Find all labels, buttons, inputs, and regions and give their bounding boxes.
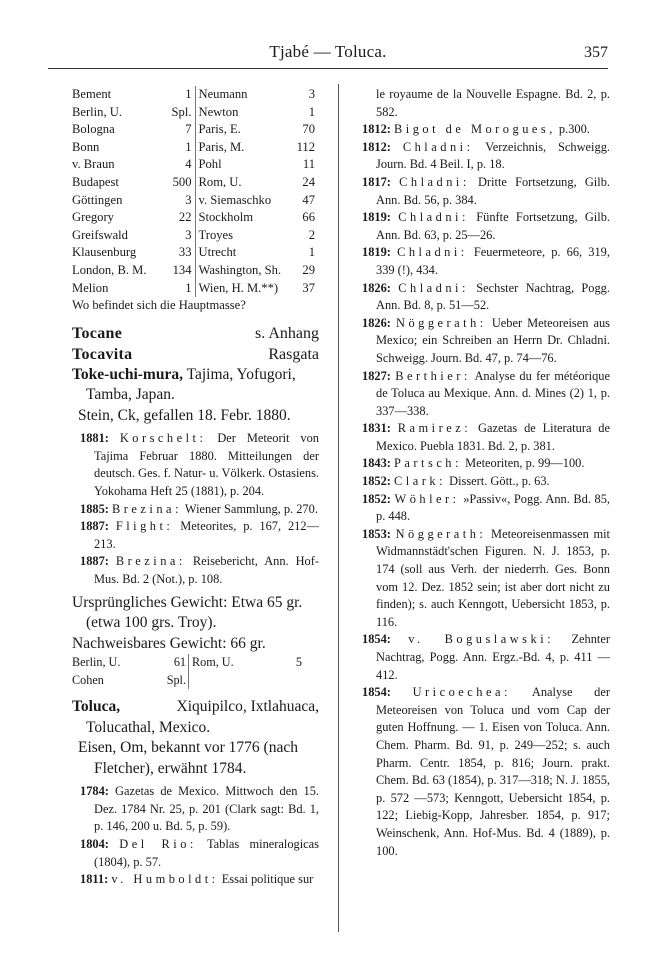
reference-entry [362, 420, 610, 455]
reference-author: Uricoechea: [412, 685, 511, 700]
holding-row [72, 104, 192, 122]
holding-amount: 1 [185, 139, 192, 154]
reference-year: 1804: [80, 837, 109, 852]
reference-entry [362, 631, 610, 684]
reference-text: Dritte Fortsetzung, Gilb. Ann. Bd. 56, p. 384. [376, 174, 610, 207]
holding-row [72, 244, 192, 262]
holding-amount: 4 [185, 157, 192, 172]
entry-toluca [72, 697, 319, 779]
holding-amount: 33 [178, 245, 192, 260]
reference-entry [362, 315, 610, 368]
reference-text: Gazetas de Mexico. Mittwoch den 15. Dez. 1784 Nr. 25, p. 201 (Clark sagt: Bd. 1, p. 146, 200 u. Bd. 5, p. 59). [94, 784, 319, 834]
reference-author: Wöhler: [394, 491, 460, 506]
reference-entry [362, 121, 610, 139]
entry-location: Tajima, Yofugori, [186, 365, 296, 383]
holding-row [72, 672, 186, 690]
holding-amount: 11 [302, 157, 315, 172]
reference-author: Flight: [115, 519, 174, 534]
reference-text: Essai politique sur [221, 872, 314, 887]
holding-row [199, 244, 316, 262]
reference-entry [362, 526, 610, 632]
holding-place: Newton [198, 104, 239, 119]
holding-place: Paris, M. [198, 139, 245, 154]
reference-year: 1887: [80, 519, 109, 534]
reference-author: Nöggerath: [396, 315, 487, 330]
reference-entry [362, 244, 610, 279]
entry-description: Fletcher), erwähnt 1784. [94, 759, 247, 777]
holding-place: Bonn [72, 139, 100, 154]
reference-year: 1881: [80, 431, 109, 446]
header-rule [48, 68, 608, 69]
holding-amount: 70 [302, 122, 315, 137]
reference-entry [72, 501, 319, 519]
holding-place: Neumann [198, 87, 248, 101]
holding-place: Wien, H. M.**) [198, 280, 279, 295]
cross-reference: Rasgata [268, 345, 319, 363]
holding-amount: 1 [308, 245, 315, 260]
reference-year: 1885: [80, 501, 109, 516]
toke-references [72, 430, 319, 588]
holding-row [199, 262, 316, 280]
reference-author: Bigot de Morogues, [394, 122, 556, 137]
holding-row [72, 262, 192, 280]
holding-place: Klausenburg [72, 245, 137, 260]
holding-place: Gregory [72, 210, 114, 225]
reference-text: Feuermeteore, p. 66, 319, 339 (!), 434. [376, 245, 610, 277]
reference-text: Meteoriten, p. 99—100. [465, 456, 585, 471]
holding-place: v. Braun [72, 157, 115, 172]
weight-original: Ursprüngliches Gewicht: Etwa 65 gr. [72, 593, 303, 611]
reference-author: Brezina: [112, 501, 183, 516]
reference-text: Gazetas de Literatura de Mexico. Puebla 1831. Bd. 2, p. 381. [376, 421, 610, 453]
reference-year: 1831: [362, 421, 391, 436]
running-title: Tjabé — Toluca. [269, 42, 387, 61]
entry-location: Tamba, Japan. [86, 386, 175, 404]
reference-text: Der Meteorit von Tajima Februar 1880. Mitteilungen der deutsch. Ges. f. Natur- u. Völkerk. Ostasiens. Yokohama Heft 25 (1881), p. 204. [94, 431, 319, 498]
holding-place: Stockholm [198, 210, 254, 225]
reference-text: Sechster Nachtrag, Pogg. Ann. Bd. 8, p. 51—52. [376, 280, 610, 313]
holding-amount: 47 [302, 192, 315, 207]
reference-text: Meteorites, p. 167, 212—213. [94, 519, 319, 551]
holding-amount: 1 [308, 104, 315, 119]
holding-amount: 112 [296, 139, 315, 154]
entry-location: Tolucathal, Mexico. [86, 718, 211, 736]
page-number: 357 [584, 44, 608, 61]
holding-amount: 29 [302, 262, 315, 277]
holding-amount: 1 [185, 87, 192, 101]
reference-text: Wiener Sammlung, p. 270. [184, 501, 318, 516]
reference-entry [362, 455, 610, 473]
reference-year: 1887: [80, 554, 109, 569]
reference-year: 1812: [362, 122, 391, 137]
toluca-references-continued [362, 121, 610, 860]
tjabe-holdings-table [72, 86, 319, 297]
running-header [48, 42, 608, 66]
entry-description: Eisen, Om, bekannt vor 1776 (nach [78, 739, 298, 757]
reference-year: 1819: [362, 210, 391, 225]
entry-name: Tocane [72, 324, 123, 342]
holding-amount: Spl. [166, 672, 186, 687]
reference-year: 1826: [362, 315, 391, 330]
holding-place: Troyes [198, 227, 234, 242]
holding-amount: 22 [178, 210, 192, 225]
reference-year: 1826: [362, 280, 391, 295]
holding-amount: 7 [185, 122, 192, 137]
holding-row [199, 121, 316, 139]
reference-author: Clark: [394, 474, 447, 489]
holding-amount: Spl. [171, 104, 192, 119]
holding-place: Rom, U. [192, 655, 234, 670]
reference-entry [362, 368, 610, 421]
reference-year: 1843: [362, 456, 391, 471]
reference-year: 1854: [362, 685, 391, 700]
holding-row [199, 139, 316, 157]
holding-amount: 2 [308, 227, 315, 242]
holding-amount: 500 [172, 174, 192, 189]
holding-row [72, 192, 192, 210]
holding-place: Berlin, U. [72, 655, 121, 670]
holding-amount: 3 [308, 87, 315, 101]
reference-entry [362, 139, 610, 174]
reference-entry [362, 473, 610, 491]
holding-amount: 1 [185, 280, 192, 295]
left-column [72, 86, 319, 889]
entry-name: Toke-uchi-mura, [72, 365, 183, 383]
holding-place: Washington, Sh. [198, 262, 282, 277]
reference-entry [72, 836, 319, 871]
reference-year: 1784: [80, 784, 109, 799]
reference-entry [362, 280, 610, 315]
reference-author: Chladni: [397, 245, 468, 260]
holding-place: Utrecht [198, 245, 237, 260]
holding-row [199, 104, 316, 122]
reference-text: »Passiv«, Pogg. Ann. Bd. 85, p. 448. [376, 491, 610, 524]
holdings-note: Wo befindet sich die Hauptmasse? [72, 298, 246, 313]
reference-text: p.300. [558, 122, 590, 137]
holding-place: Göttingen [72, 192, 123, 207]
holding-row [199, 227, 316, 245]
entry-name: Tocavita [72, 345, 133, 363]
holding-row [199, 86, 316, 104]
reference-text: Zehnter Nachtrag, Pogg. Ann. Ergz.-Bd. 4, p. 411 —412. [376, 632, 610, 682]
holding-row [192, 654, 302, 672]
toluca-references [72, 783, 319, 889]
reference-author: Nöggerath: [395, 526, 487, 541]
holding-row [72, 209, 192, 227]
holdings-right-column [189, 654, 306, 689]
reference-text: Ueber Meteoreisen aus Mexico; ein Schreiben an Herrn Dr. Chladni. Schweigg. Journ. Bd. 47, p. 74—76. [376, 315, 610, 365]
reference-author: v. Humboldt: [111, 872, 219, 887]
reference-author: Chladni: [399, 174, 470, 189]
holding-row [72, 139, 192, 157]
holding-place: Greifswald [72, 227, 128, 242]
reference-text: Reisebericht, Ann. Hof-Mus. Bd. 2 (Not.), p. 108. [94, 554, 319, 586]
holding-row [199, 174, 316, 192]
reference-author: Partsch: [394, 456, 462, 471]
weight-original-note: (etwa 100 grs. Troy). [86, 614, 217, 632]
entry-description: Stein, Ck, gefallen 18. Febr. 1880. [78, 406, 291, 424]
holding-row [72, 174, 192, 192]
reference-entry [362, 209, 610, 244]
weight-verified: Nachweisbares Gewicht: 66 gr. [72, 634, 266, 652]
reference-author: Chladni: [398, 280, 469, 295]
holding-place: Bologna [72, 122, 115, 137]
holding-place: Paris, E. [198, 122, 241, 137]
reference-year: 1817: [362, 174, 391, 189]
reference-year: 1852: [362, 491, 391, 506]
reference-entry [72, 518, 319, 553]
cross-reference: s. Anhang [255, 324, 319, 342]
holding-amount: 61 [173, 655, 186, 670]
holding-row [72, 156, 192, 174]
holding-place: Pohl [198, 157, 222, 172]
holding-amount: 24 [302, 174, 315, 189]
reference-year: 1812: [362, 139, 391, 154]
holding-place: Rom, U. [198, 174, 242, 189]
reference-author: Korschelt: [119, 431, 207, 446]
holding-place: Cohen [72, 672, 104, 687]
holding-row [72, 86, 192, 104]
reference-author: Chladni: [402, 139, 474, 154]
holdings-left-column [72, 654, 189, 689]
holding-row [199, 156, 316, 174]
reference-entry [72, 430, 319, 500]
reference-author: Del Rio: [119, 837, 197, 852]
reference-year: 1854: [362, 632, 391, 647]
reference-text: Fünfte Fortsetzung, Gilb. Ann. Bd. 63, p. 25—26. [376, 210, 610, 242]
reference-entry [362, 174, 610, 209]
reference-continuation: le royaume de la Nouvelle Espagne. Bd. 2, p. 582. [376, 87, 610, 119]
holdings-right-column [196, 86, 320, 297]
reference-year: 1819: [362, 245, 391, 260]
reference-entry [72, 783, 319, 836]
reference-author: v. Boguslawski: [408, 632, 555, 647]
holding-row [72, 227, 192, 245]
entry-tocane [72, 323, 319, 344]
reference-text: Tablas mineralogicas (1804), p. 57. [94, 837, 319, 869]
holding-amount: 3 [185, 227, 192, 242]
holding-place: Bement [72, 87, 112, 101]
reference-entry [72, 553, 319, 588]
holding-amount: 37 [302, 280, 315, 295]
right-column [362, 86, 610, 860]
holding-row [199, 192, 316, 210]
holding-row [72, 280, 192, 298]
entry-tocavita [72, 344, 319, 365]
entry-location: Xiquipilco, Ixtlahuaca, [176, 698, 319, 716]
reference-year: 1811: [80, 872, 109, 887]
reference-author: Brezina: [115, 554, 186, 569]
reference-author: Ramirez: [397, 421, 472, 436]
reference-entry [362, 684, 610, 860]
holding-row [199, 280, 316, 298]
entry-name: Toluca, [72, 698, 121, 716]
holding-place: Budapest [72, 174, 119, 189]
holding-place: London, B. M. [72, 262, 147, 277]
reference-entry [362, 491, 610, 526]
holdings-left-column [72, 86, 196, 297]
holding-row [72, 654, 186, 672]
reference-text: Meteoreisenmassen mit Widmannstädt'schen Figuren. N. J. 1853, p. 174 (soll aus Verh. der niederrh. Ges. Bonn vom 12. Dez. 1852 sein; ist aber dort nicht zu finden); s. auch Kenngott, Uebersicht 1853, p. 116. [376, 526, 610, 629]
reference-text: Analyse du fer météorique de Toluca au Mexique. Ann. d. Mines (2) 1, p. 337—338. [376, 368, 610, 418]
entry-toke-uchi-mura [72, 365, 319, 427]
holding-row [199, 209, 316, 227]
holding-amount: 5 [295, 655, 302, 670]
reference-text: Verzeichnis, Schweigg. Journ. Bd. 4 Beil. I, p. 18. [376, 139, 610, 172]
reference-author: Chladni: [398, 210, 469, 225]
reference-text: Analyse der Meteoreisen von Toluca und vom Cap der guten Hoffnung. — 1. Eisen von Toluca. Ann. Chem. Pharm. Bd. 91, p. 249—252; s. auch Pharm. Centr. 1854, p. 816; Journ. prakt. Chem. Bd. 63 (1854), p. 317—318; N. J. 1855, p. 572 —573; Kenngott, Uebersicht 1854, p. 122; Liebig-Kopp, Jahresber. 1854, p. 917; Weinschenk, Ann. Hof-Mus. Bd. 4 (1889), p. 100. [376, 685, 610, 858]
column-divider [338, 84, 339, 932]
reference-year: 1827: [362, 368, 391, 383]
reference-year: 1852: [362, 474, 391, 489]
reference-entry [72, 871, 319, 889]
reference-year: 1853: [362, 526, 391, 541]
reference-author: Berthier: [395, 368, 471, 383]
holding-amount: 66 [302, 210, 315, 225]
holding-place: Melion [72, 280, 109, 295]
holding-place: Berlin, U. [72, 104, 123, 119]
toke-holdings-table [72, 654, 306, 689]
holding-place: v. Siemaschko [198, 192, 272, 207]
reference-text: Dissert. Gött., p. 63. [449, 474, 550, 489]
holding-amount: 134 [172, 262, 192, 277]
holding-amount: 3 [185, 192, 192, 207]
holding-row [72, 121, 192, 139]
